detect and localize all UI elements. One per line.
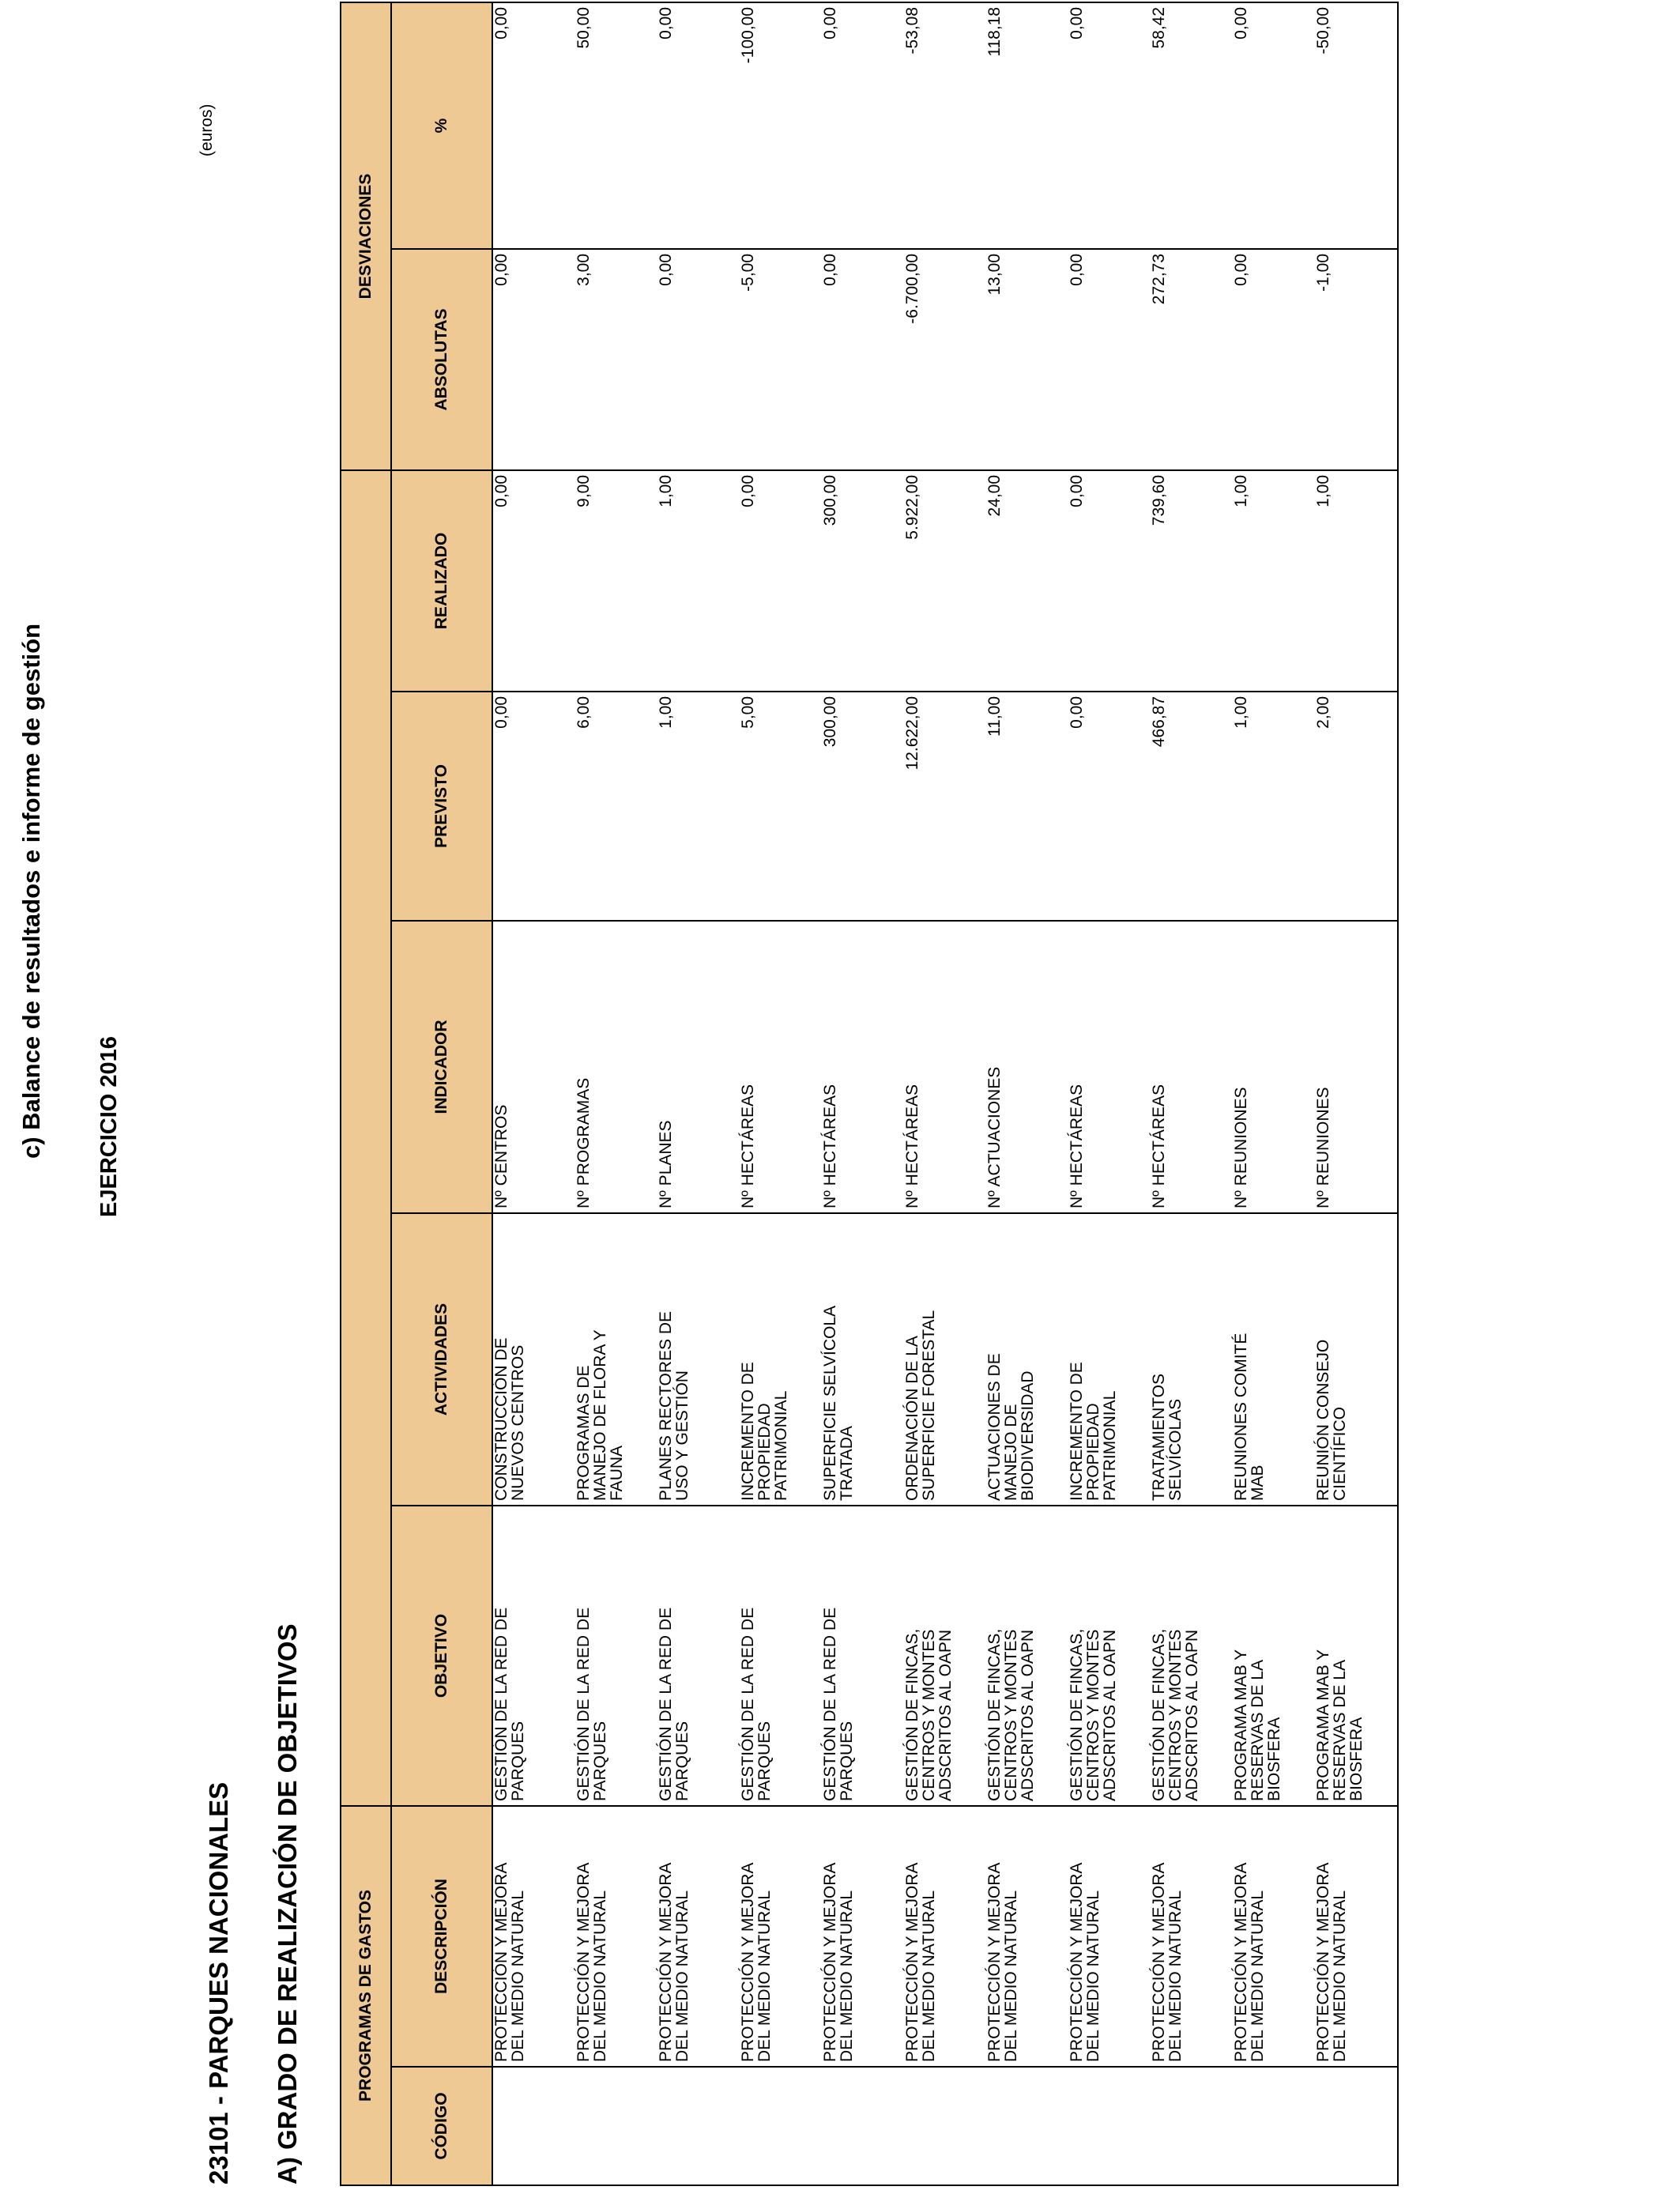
cell-text-line: PROGRAMAS DE: [574, 1365, 593, 1501]
cell-previsto: 466,87: [1151, 692, 1233, 921]
cell-text-line: ADSCRITOS AL OAPN: [1183, 1629, 1201, 1801]
cell-text-line: MANEJO DE: [1002, 1404, 1020, 1501]
cell-previsto: 12.622,00: [904, 692, 986, 921]
cell-text-line: PROPIEDAD: [755, 1403, 774, 1501]
cell-text-line: PARQUES: [509, 1721, 527, 1801]
cell-text-line: DEL MEDIO NATURAL: [920, 1890, 938, 2062]
cell-percent: -50,00: [1315, 2, 1398, 249]
cell-actividades: [575, 1213, 657, 1506]
currency-units-note: (euros): [198, 104, 216, 156]
document-title: c) Balance de resultados e informe de gestión: [17, 623, 45, 1159]
cell-actividades: [986, 1213, 1068, 1506]
table-row: [986, 2, 1068, 2185]
cell-text-line: GESTIÓN DE FINCAS,: [1150, 1628, 1168, 1801]
cell-realizado: 1,00: [1315, 470, 1398, 692]
cell-realizado: 0,00: [492, 470, 575, 692]
cell-text-line: PROTECCIÓN Y MEJORA: [1314, 1862, 1332, 2062]
cell-realizado: 1,00: [657, 470, 740, 692]
cell-text-line: DEL MEDIO NATURAL: [509, 1890, 527, 2062]
cell-descripcion: [657, 1806, 740, 2067]
cell-realizado: 739,60: [1151, 470, 1233, 692]
cell-text-line: SUPERFICIE SELVÍCOLA: [821, 1305, 839, 1501]
cell-text-line: PARQUES: [673, 1721, 691, 1801]
cell-text-line: ADSCRITOS AL OAPN: [936, 1629, 955, 1801]
table-row: [1233, 2, 1315, 2185]
cell-text-line: PROTECCIÓN Y MEJORA: [1068, 1862, 1086, 2062]
cell-text-line: PATRIMONIAL: [1101, 1390, 1119, 1501]
objectives-table: [340, 2, 1399, 2186]
cell-text-line: REUNIÓN CONSEJO: [1314, 1339, 1332, 1501]
cell-codigo: [575, 2067, 657, 2185]
cell-text-line: PARQUES: [755, 1721, 774, 1801]
cell-actividades: [904, 1213, 986, 1506]
cell-realizado: 1,00: [1233, 470, 1315, 692]
cell-text-line: TRATAMIENTOS: [1150, 1373, 1168, 1501]
cell-codigo: [1068, 2067, 1151, 2185]
cell-text-line: REUNIONES COMITÉ: [1232, 1333, 1250, 1501]
cell-actividades: [1315, 1213, 1398, 1506]
cell-objetivo: [1068, 1506, 1151, 1806]
cell-text-line: BIODIVERSIDAD: [1019, 1370, 1037, 1501]
cell-realizado: 300,00: [822, 470, 904, 692]
cell-text-line: PROTECCIÓN Y MEJORA: [574, 1862, 593, 2062]
cell-text-line: DEL MEDIO NATURAL: [673, 1890, 691, 2062]
cell-objetivo: [1315, 1506, 1398, 1806]
organization-name: 23101 - PARQUES NACIONALES: [204, 1781, 233, 2185]
cell-text-line: DEL MEDIO NATURAL: [1166, 1890, 1185, 2062]
cell-absolutas: -6.700,00: [904, 249, 986, 470]
cell-previsto: 11,00: [986, 692, 1068, 921]
cell-text-line: FAUNA: [608, 1445, 626, 1501]
cell-text-line: BIOSFERA: [1347, 1717, 1365, 1801]
cell-text-line: MANEJO DE FLORA Y: [591, 1329, 609, 1501]
cell-objetivo: [904, 1506, 986, 1806]
cell-objetivo: [492, 1506, 575, 1806]
cell-indicador: Nº HECTÁREAS: [1068, 921, 1151, 1213]
table-row: [657, 2, 740, 2185]
cell-absolutas: 0,00: [492, 249, 575, 470]
cell-text-line: PROGRAMA MAB Y: [1232, 1649, 1250, 1801]
cell-text-line: GESTIÓN DE FINCAS,: [985, 1628, 1004, 1801]
cell-codigo: [986, 2067, 1068, 2185]
cell-absolutas: 0,00: [1068, 249, 1151, 470]
cell-percent: 0,00: [1233, 2, 1315, 249]
cell-text-line: DEL MEDIO NATURAL: [1002, 1890, 1020, 2062]
cell-percent: 58,42: [1151, 2, 1233, 249]
cell-text-line: TRATADA: [838, 1426, 856, 1501]
cell-descripcion: [1315, 1806, 1398, 2067]
cell-text-line: PROTECCIÓN Y MEJORA: [903, 1862, 921, 2062]
cell-text-line: DEL MEDIO NATURAL: [1249, 1890, 1267, 2062]
cell-realizado: 9,00: [575, 470, 657, 692]
cell-descripcion: [575, 1806, 657, 2067]
table-row: [1151, 2, 1233, 2185]
header-percent: %: [391, 2, 492, 249]
header-codigo: CÓDIGO: [391, 2067, 492, 2185]
cell-text-line: PROTECCIÓN Y MEJORA: [739, 1862, 757, 2062]
cell-codigo: [1233, 2067, 1315, 2185]
cell-previsto: 6,00: [575, 692, 657, 921]
cell-text-line: DEL MEDIO NATURAL: [1331, 1890, 1349, 2062]
header-descripcion: DESCRIPCIÓN: [391, 1806, 492, 2067]
table-row: [822, 2, 904, 2185]
cell-text-line: BIOSFERA: [1265, 1717, 1283, 1801]
cell-actividades: [822, 1213, 904, 1506]
cell-text-line: PARQUES: [838, 1721, 856, 1801]
cell-text-line: GESTIÓN DE LA RED DE: [821, 1607, 839, 1801]
table-row: [904, 2, 986, 2185]
cell-descripcion: [986, 1806, 1068, 2067]
cell-text-line: INCREMENTO DE: [1068, 1362, 1086, 1501]
cell-descripcion: [1233, 1806, 1315, 2067]
cell-text-line: GESTIÓN DE LA RED DE: [739, 1607, 757, 1801]
cell-absolutas: 272,73: [1151, 249, 1233, 470]
cell-text-line: INCREMENTO DE: [739, 1362, 757, 1501]
cell-text-line: PROPIEDAD: [1084, 1403, 1102, 1501]
cell-percent: 118,18: [986, 2, 1068, 249]
cell-previsto: 1,00: [1233, 692, 1315, 921]
cell-text-line: ORDENACIÓN DE LA: [903, 1336, 921, 1501]
table-row: [740, 2, 822, 2185]
cell-percent: 0,00: [1068, 2, 1151, 249]
cell-text-line: PATRIMONIAL: [772, 1390, 790, 1501]
cell-percent: 50,00: [575, 2, 657, 249]
cell-text-line: PROGRAMA MAB Y: [1314, 1649, 1332, 1801]
cell-descripcion: [904, 1806, 986, 2067]
cell-percent: 0,00: [822, 2, 904, 249]
cell-indicador: Nº HECTÁREAS: [740, 921, 822, 1213]
cell-text-line: USO Y GESTIÓN: [673, 1370, 691, 1501]
cell-text-line: MAB: [1249, 1465, 1267, 1501]
cell-codigo: [657, 2067, 740, 2185]
cell-realizado: 0,00: [1068, 470, 1151, 692]
cell-text-line: CENTROS Y MONTES: [1002, 1629, 1020, 1801]
cell-text-line: DEL MEDIO NATURAL: [591, 1890, 609, 2062]
cell-indicador: Nº ACTUACIONES: [986, 921, 1068, 1213]
cell-text-line: ADSCRITOS AL OAPN: [1101, 1629, 1119, 1801]
cell-text-line: GESTIÓN DE LA RED DE: [657, 1607, 675, 1801]
cell-objetivo: [740, 1506, 822, 1806]
cell-descripcion: [822, 1806, 904, 2067]
cell-text-line: CONSTRUCCIÓN DE: [492, 1337, 510, 1501]
cell-indicador: Nº PROGRAMAS: [575, 921, 657, 1213]
cell-text-line: PROTECCIÓN Y MEJORA: [492, 1862, 510, 2062]
cell-absolutas: -1,00: [1315, 249, 1398, 470]
section-title: A) GRADO DE REALIZACIÓN DE OBJETIVOS: [273, 1623, 302, 2185]
cell-codigo: [822, 2067, 904, 2185]
cell-absolutas: 13,00: [986, 249, 1068, 470]
cell-text-line: SUPERFICIE FORESTAL: [920, 1310, 938, 1501]
header-blank: [341, 470, 391, 1806]
cell-text-line: RESERVAS DE LA: [1331, 1660, 1349, 1801]
cell-indicador: Nº REUNIONES: [1233, 921, 1315, 1213]
cell-percent: -53,08: [904, 2, 986, 249]
cell-realizado: 5.922,00: [904, 470, 986, 692]
cell-previsto: 0,00: [1068, 692, 1151, 921]
cell-text-line: NUEVOS CENTROS: [509, 1344, 527, 1501]
cell-codigo: [904, 2067, 986, 2185]
cell-descripcion: [1151, 1806, 1233, 2067]
cell-text-line: GESTIÓN DE FINCAS,: [1068, 1628, 1086, 1801]
cell-text-line: PROTECCIÓN Y MEJORA: [985, 1862, 1004, 2062]
cell-text-line: GESTIÓN DE LA RED DE: [492, 1607, 510, 1801]
cell-absolutas: 3,00: [575, 249, 657, 470]
cell-indicador: Nº PLANES: [657, 921, 740, 1213]
header-indicador: INDICADOR: [391, 921, 492, 1213]
cell-text-line: CENTROS Y MONTES: [1084, 1629, 1102, 1801]
cell-descripcion: [492, 1806, 575, 2067]
cell-indicador: Nº REUNIONES: [1315, 921, 1398, 1213]
cell-text-line: GESTIÓN DE FINCAS,: [903, 1628, 921, 1801]
cell-text-line: CENTROS Y MONTES: [1166, 1629, 1185, 1801]
table-row: [1068, 2, 1151, 2185]
cell-absolutas: 0,00: [657, 249, 740, 470]
cell-text-line: GESTIÓN DE LA RED DE: [574, 1607, 593, 1801]
cell-previsto: 0,00: [492, 692, 575, 921]
header-desviaciones: DESVIACIONES: [341, 2, 391, 470]
cell-previsto: 5,00: [740, 692, 822, 921]
cell-indicador: Nº HECTÁREAS: [822, 921, 904, 1213]
cell-absolutas: 0,00: [1233, 249, 1315, 470]
cell-text-line: PROTECCIÓN Y MEJORA: [657, 1862, 675, 2062]
table-body: [492, 2, 1398, 2185]
cell-text-line: SELVÍCOLAS: [1166, 1398, 1185, 1501]
cell-actividades: [657, 1213, 740, 1506]
header-programas-de-gastos: PROGRAMAS DE GASTOS: [341, 1806, 391, 2185]
cell-codigo: [492, 2067, 575, 2185]
table-row: [492, 2, 575, 2185]
table-row: [1315, 2, 1398, 2185]
cell-text-line: ADSCRITOS AL OAPN: [1019, 1629, 1037, 1801]
cell-codigo: [740, 2067, 822, 2185]
cell-text-line: DEL MEDIO NATURAL: [755, 1890, 774, 2062]
cell-percent: 0,00: [657, 2, 740, 249]
cell-text-line: PROTECCIÓN Y MEJORA: [1232, 1862, 1250, 2062]
cell-text-line: RESERVAS DE LA: [1249, 1660, 1267, 1801]
cell-absolutas: -5,00: [740, 249, 822, 470]
cell-text-line: PROTECCIÓN Y MEJORA: [1150, 1862, 1168, 2062]
header-actividades: ACTIVIDADES: [391, 1213, 492, 1506]
cell-codigo: [1151, 2067, 1233, 2185]
cell-previsto: 1,00: [657, 692, 740, 921]
cell-indicador: Nº HECTÁREAS: [1151, 921, 1233, 1213]
cell-text-line: CIENTÍFICO: [1331, 1406, 1349, 1501]
cell-actividades: [492, 1213, 575, 1506]
table-header-group-row: [341, 2, 391, 2185]
cell-actividades: [740, 1213, 822, 1506]
cell-text-line: PARQUES: [591, 1721, 609, 1801]
cell-text-line: CENTROS Y MONTES: [920, 1629, 938, 1801]
cell-text-line: PLANES RECTORES DE: [657, 1310, 675, 1501]
cell-indicador: Nº HECTÁREAS: [904, 921, 986, 1213]
header-absolutas: ABSOLUTAS: [391, 249, 492, 470]
cell-objetivo: [1151, 1506, 1233, 1806]
cell-percent: 0,00: [492, 2, 575, 249]
cell-codigo: [1315, 2067, 1398, 2185]
header-objetivo: OBJETIVO: [391, 1506, 492, 1806]
cell-actividades: [1233, 1213, 1315, 1506]
cell-objetivo: [657, 1506, 740, 1806]
cell-actividades: [1068, 1213, 1151, 1506]
cell-realizado: 0,00: [740, 470, 822, 692]
cell-indicador: Nº CENTROS: [492, 921, 575, 1213]
cell-descripcion: [1068, 1806, 1151, 2067]
cell-objetivo: [822, 1506, 904, 1806]
cell-absolutas: 0,00: [822, 249, 904, 470]
cell-text-line: DEL MEDIO NATURAL: [1084, 1890, 1102, 2062]
cell-actividades: [1151, 1213, 1233, 1506]
cell-text-line: ACTUACIONES DE: [985, 1353, 1004, 1501]
header-previsto: PREVISTO: [391, 692, 492, 921]
cell-realizado: 24,00: [986, 470, 1068, 692]
cell-text-line: PROTECCIÓN Y MEJORA: [821, 1862, 839, 2062]
fiscal-year-heading: EJERCICIO 2016: [96, 1036, 122, 1217]
header-realizado: REALIZADO: [391, 470, 492, 692]
cell-percent: -100,00: [740, 2, 822, 249]
cell-objetivo: [1233, 1506, 1315, 1806]
cell-descripcion: [740, 1806, 822, 2067]
cell-text-line: DEL MEDIO NATURAL: [838, 1890, 856, 2062]
cell-previsto: 300,00: [822, 692, 904, 921]
table-header-row: [391, 2, 492, 2185]
cell-previsto: 2,00: [1315, 692, 1398, 921]
table-row: [575, 2, 657, 2185]
cell-objetivo: [575, 1506, 657, 1806]
cell-objetivo: [986, 1506, 1068, 1806]
